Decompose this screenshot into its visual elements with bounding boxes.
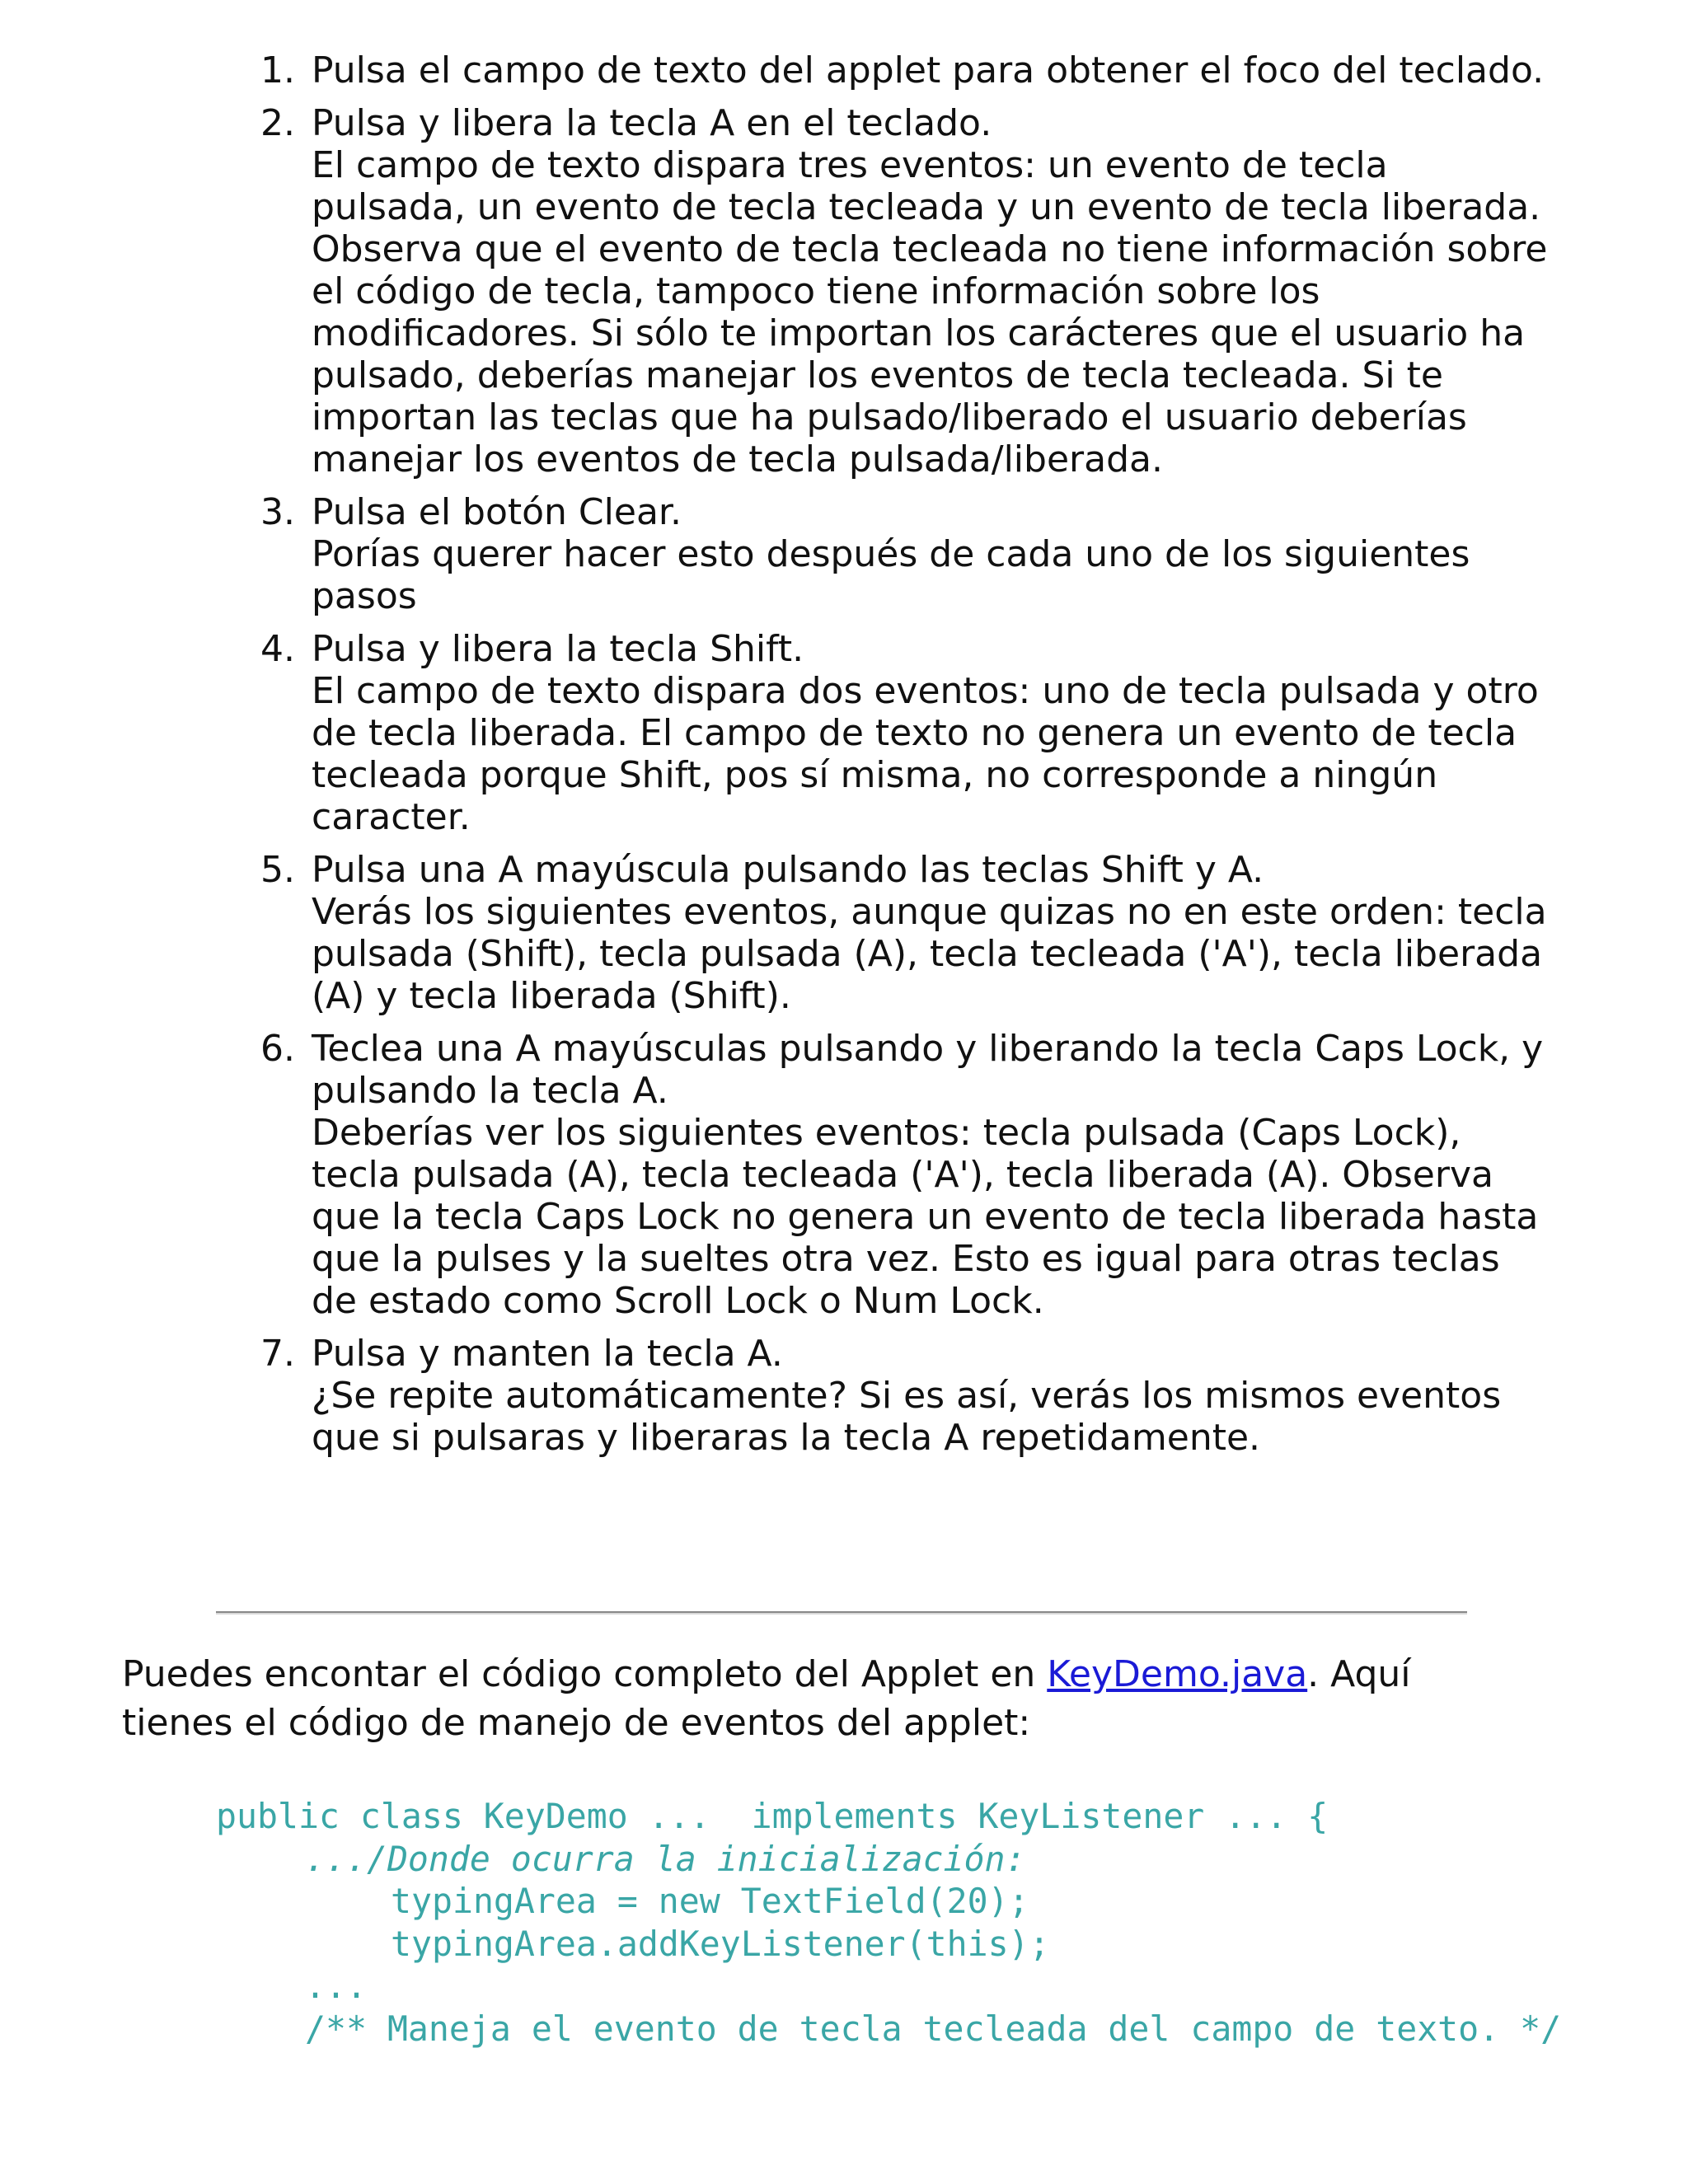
code-line-add-listener: typingArea.addKeyListener(this); — [391, 1923, 1050, 1964]
step-7 — [312, 1333, 1548, 1459]
intro-text-before-link: Puedes encontar el código completo del Applet en — [122, 1653, 1048, 1695]
code-listing — [216, 1795, 1561, 2050]
step-3 — [312, 491, 1548, 617]
step-4-action: Pulsa y libera la tecla Shift. — [312, 628, 804, 670]
step-4 — [312, 628, 1548, 838]
step-2-detail: El campo de texto dispara tres eventos: un evento de tecla pulsada, un evento de tecla tecleada y un evento de tecla liberada. Observa que el evento de tecla tecleada no tiene información sobre el código de tecla, tampoco tiene información sobre los modificadores. Si sólo te importan los carácteres que el usuario ha pulsado, deberías manejar los eventos de tecla tecleada. Si te importan las teclas que ha pulsado/liberado el usuario deberías manejar los eventos de tecla pulsada/liberada. — [312, 144, 1548, 480]
step-3-detail: Porías querer hacer esto después de cada uno de los siguientes pasos — [312, 533, 1470, 617]
step-6-detail: Deberías ver los siguientes eventos: tecla pulsada (Caps Lock), tecla pulsada (A), tecla tecleada ('A'), tecla liberada (A). Observa que la tecla Caps Lock no genera un evento de tecla liberada hasta que la pulses y la sueltes otra vez. Esto es igual para otras teclas de estado como Scroll Lock o Num Lock. — [312, 1112, 1539, 1322]
step-6 — [312, 1028, 1548, 1322]
step-7-detail: ¿Se repite automáticamente? Si es así, verás los mismos eventos que si pulsaras y liberaras la tecla A repetidamente. — [312, 1375, 1502, 1459]
step-6-action: Teclea una A mayúsculas pulsando y liberando la tecla Caps Lock, y pulsando la tecla A. — [312, 1028, 1544, 1112]
code-line-init-comment: .../Donde ocurra la inicialización: — [305, 1838, 1026, 1879]
code-line-ellipsis: ... — [305, 1966, 367, 2006]
step-1 — [312, 49, 1548, 91]
step-2-action: Pulsa y libera la tecla A en el teclado. — [312, 102, 992, 144]
step-5-action: Pulsa una A mayúscula pulsando las teclas Shift y A. — [312, 849, 1264, 891]
step-2 — [312, 102, 1548, 480]
code-line-class-declaration: public class KeyDemo ... implements KeyListener ... { — [216, 1796, 1329, 1836]
step-3-action: Pulsa el botón Clear. — [312, 491, 682, 533]
code-line-textfield-init: typingArea = new TextField(20); — [391, 1881, 1029, 1921]
intro-text-after-link: . Aquí tienes el código de manejo de eventos del applet: — [122, 1653, 1411, 1744]
step-7-action: Pulsa y manten la tecla A. — [312, 1333, 783, 1375]
keydemo-source-link[interactable]: KeyDemo.java — [1047, 1653, 1308, 1695]
step-5-detail: Verás los siguientes eventos, aunque quizas no en este orden: tecla pulsada (Shift), tecla pulsada (A), tecla tecleada ('A'), tecla liberada (A) y tecla liberada (Shift). — [312, 891, 1547, 1017]
step-1-action: Pulsa el campo de texto del applet para obtener el foco del teclado. — [312, 49, 1545, 91]
instruction-steps-list — [237, 49, 1548, 1469]
section-divider — [216, 1611, 1467, 1615]
code-line-doc-comment: /** Maneja el evento de tecla tecleada del campo de texto. */ — [305, 2008, 1562, 2049]
step-4-detail: El campo de texto dispara dos eventos: uno de tecla pulsada y otro de tecla liberada. El campo de texto no genera un evento de tecla tecleada porque Shift, pos sí misma, no corresponde a ningún caracter. — [312, 670, 1539, 838]
intro-paragraph — [122, 1650, 1457, 1747]
step-5 — [312, 849, 1548, 1017]
